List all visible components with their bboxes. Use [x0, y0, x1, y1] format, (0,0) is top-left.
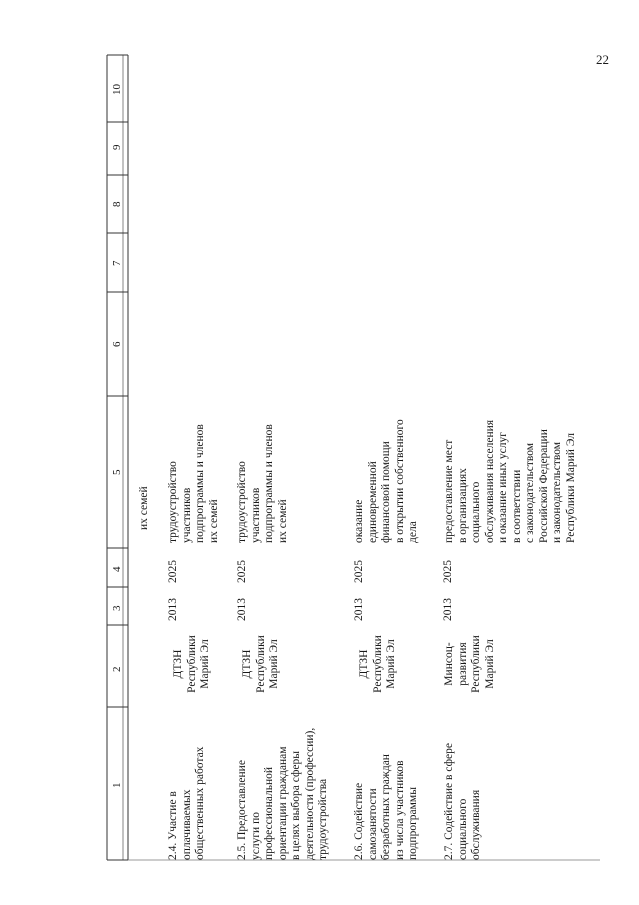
column-number-2: 2 [111, 666, 123, 672]
row-2-4-result: трудоустройство участников подпрограммы и членов их семей [167, 424, 220, 543]
row-2-7-executor: Минсоц- развития Республики Марий Эл [443, 635, 496, 693]
row-2-6-start-year: 2013 [353, 598, 365, 621]
continued-text: их семей [138, 486, 150, 530]
row-2-5-end-year: 2025 [236, 560, 248, 583]
row-2-5-item: 2.5. Предоставление услуги по профессиональной ориентации гражданам в целях выбора сферы деятельности (профессии), трудоустройства [236, 727, 329, 860]
row-2-6-executor: ДТЗН Республики Марий Эл [358, 635, 397, 693]
row-2-4-executor: ДТЗН Республики Марий Эл [172, 635, 211, 693]
column-number-6: 6 [111, 341, 123, 347]
column-number-3: 3 [111, 605, 123, 611]
row-2-7-item: 2.7. Содействие в сфере социального обслуживания [443, 743, 482, 860]
row-2-5-executor: ДТЗН Республики Марий Эл [241, 635, 280, 693]
row-2-6-item: 2.6. Содействие самозанятости безработных граждан из числа участников подпрограммы [353, 754, 419, 860]
row-2-7-end-year: 2025 [442, 560, 454, 583]
column-number-8: 8 [111, 201, 123, 207]
column-number-5: 5 [111, 469, 123, 475]
row-2-7-result: предоставление мест в организациях социального обслуживания населения и оказание иных услуг в соответствии с законодательством Российской Федерации и законодательством Республики Марий Эл [443, 419, 577, 543]
row-2-6-end-year: 2025 [353, 560, 365, 583]
column-number-7: 7 [111, 260, 123, 266]
column-number-9: 9 [111, 144, 123, 150]
row-2-6-result: оказание единовременной финансовой помощи в открытии собственного дела [353, 419, 419, 543]
row-2-5-start-year: 2013 [236, 598, 248, 621]
column-number-10: 10 [111, 84, 123, 95]
row-2-4-start-year: 2013 [167, 598, 179, 621]
row-2-4-end-year: 2025 [167, 560, 179, 583]
row-2-5-result: трудоустройство участников подпрограммы и членов их семей [236, 424, 289, 543]
column-number-1: 1 [111, 782, 123, 788]
column-number-4: 4 [111, 566, 123, 572]
row-2-4-item: 2.4. Участие в оплачиваемых общественных работах [167, 746, 206, 860]
row-2-7-start-year: 2013 [442, 598, 454, 621]
page-number: 22 [596, 52, 609, 67]
